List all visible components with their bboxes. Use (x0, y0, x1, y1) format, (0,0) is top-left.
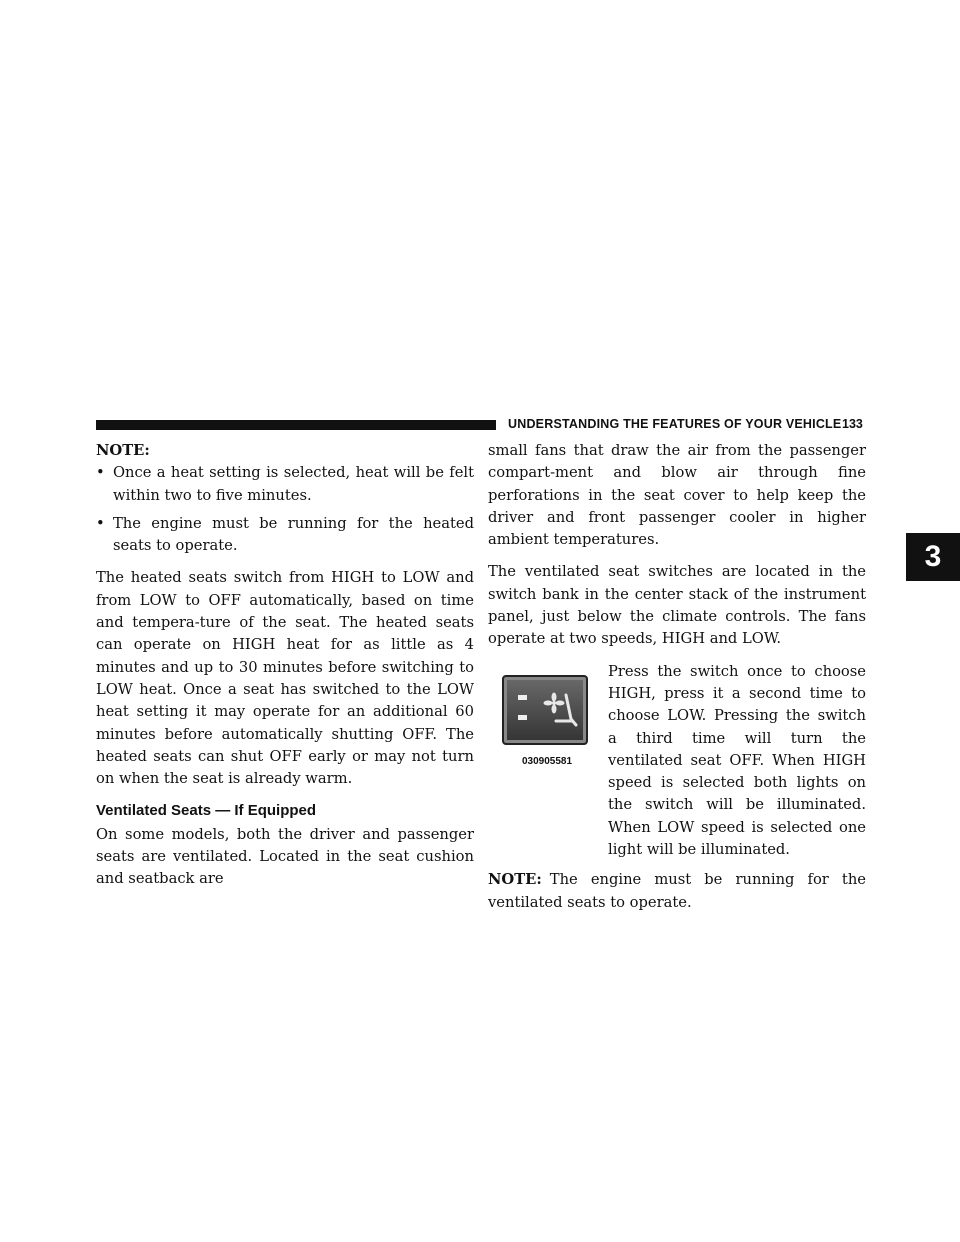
list-item (96, 513, 474, 558)
right-column (488, 440, 866, 914)
note-label: NOTE: (96, 442, 150, 459)
heated-seats-paragraph: The heated seats switch from HIGH to LOW and from LOW to OFF automatically, based on time and tempera-ture of the seat. The heated seats can operate on HIGH heat for as little as 4 minutes and up to 30 minutes before switching to LOW heat. Once a seat has switched to the LOW heat setting it may operate for an additional 60 minutes before automatically shutting OFF. The heated seats can shut OFF early or may not turn on when the seat is already warm. (96, 569, 474, 788)
switch-location-paragraph: The ventilated seat switches are located in the switch bank in the center stack of the instrument panel, just below the climate controls. The fans operate at two speeds, HIGH and LOW. (488, 563, 866, 648)
bullet-icon: • (96, 464, 105, 482)
indicator-light (518, 715, 527, 720)
figure-text: Press the switch once to choose HIGH, press it a second time to choose LOW. Pressing the switch a third time will turn the ventilated seat OFF. When HIGH speed is selected both lights on the switch will be illuminated. When LOW speed is selected one light will be illuminated. (608, 662, 866, 859)
chapter-tab: 3 (906, 533, 960, 581)
figure-id: 030905581 (522, 755, 573, 767)
bullet-icon: • (96, 514, 105, 532)
ventilated-seat-icon (540, 689, 580, 731)
note-label: NOTE: (488, 871, 542, 889)
section-heading: Ventilated Seats — If Equipped (96, 802, 317, 820)
header-rule (96, 420, 496, 430)
indicator-light (518, 695, 527, 700)
section-intro: On some models, both the driver and passenger seats are ventilated. Located in the seat cushion and seatback are (96, 825, 474, 888)
continuation-paragraph: small fans that draw the air from the passenger compart-ment and blow air through fine perforations in the seat cover to help keep the driver and front passenger cooler in higher ambient temperatures. (488, 442, 866, 549)
list-item-text: The engine must be running for the heated seats to operate. (113, 514, 474, 555)
figure-block (488, 661, 866, 862)
running-header: UNDERSTANDING THE FEATURES OF YOUR VEHICLE (508, 417, 842, 431)
ventilated-note (488, 869, 866, 914)
note-text: The engine must be running for the ventilated seats to operate. (488, 871, 866, 911)
list-item (96, 462, 474, 507)
page-number: 133 (842, 417, 863, 431)
left-column (96, 440, 474, 891)
ventilated-seat-switch (502, 675, 588, 745)
list-item-text: Once a heat setting is selected, heat will be felt within two to five minutes. (113, 464, 474, 504)
switch-figure (488, 661, 608, 862)
